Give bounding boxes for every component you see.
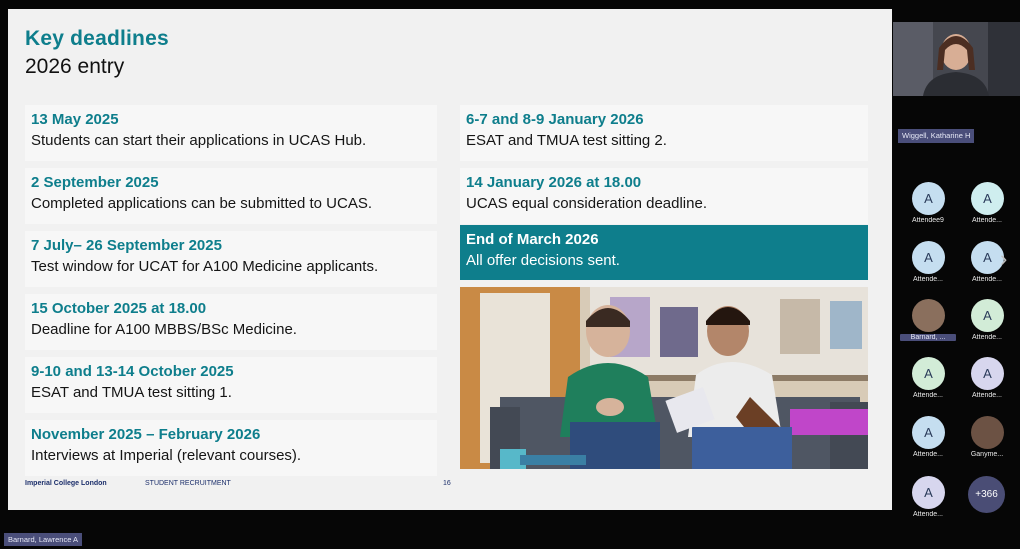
deadline-date: 6-7 and 8-9 January 2026	[466, 111, 644, 128]
footer-section: STUDENT RECRUITMENT	[145, 480, 231, 487]
deadline-card	[25, 420, 437, 476]
attendee-name: Attende...	[913, 276, 943, 283]
attendee-name: Attende...	[972, 217, 1002, 224]
attendee-tile[interactable]	[896, 182, 960, 240]
attendee-avatar	[912, 299, 945, 332]
deadline-text: ESAT and TMUA test sitting 1.	[31, 384, 232, 401]
attendee-name: Ganyme...	[970, 451, 1004, 458]
deadline-date: 9-10 and 13-14 October 2025	[31, 363, 234, 380]
students-photo-illustration	[460, 287, 868, 469]
attendee-tile[interactable]	[955, 299, 1019, 357]
attendee-name: Attende...	[913, 392, 943, 399]
attendee-avatar: A	[912, 241, 945, 274]
deadline-text: UCAS equal consideration deadline.	[466, 195, 707, 212]
deadline-date: 13 May 2025	[31, 111, 119, 128]
attendee-avatar: A	[912, 357, 945, 390]
deadline-card-highlight	[460, 225, 868, 280]
attendee-avatar: A	[971, 241, 1004, 274]
attendee-tile[interactable]	[896, 299, 960, 357]
deadline-card	[460, 168, 868, 224]
attendee-avatar: A	[912, 416, 945, 449]
footer-page-number: 16	[443, 480, 451, 487]
presenter-name-tag: Barnard, Lawrence A	[4, 533, 82, 546]
deadline-text: Completed applications can be submitted to UCAS.	[31, 195, 373, 212]
attendee-tile[interactable]	[896, 416, 960, 474]
deadline-date: November 2025 – February 2026	[31, 426, 261, 443]
deadline-card	[25, 105, 437, 161]
deadline-card	[25, 231, 437, 287]
attendee-name: Attende...	[972, 334, 1002, 341]
deadline-text: Deadline for A100 MBBS/BSc Medicine.	[31, 321, 297, 338]
attendee-name: Attende...	[972, 392, 1002, 399]
deadline-date: 15 October 2025 at 18.00	[31, 300, 207, 317]
more-attendees-button[interactable]: +366	[968, 476, 1005, 513]
attendee-avatar	[971, 416, 1004, 449]
attendee-avatar: A	[971, 299, 1004, 332]
attendee-avatar: A	[912, 476, 945, 509]
attendee-name: Attende...	[972, 276, 1002, 283]
deadline-date: 7 July– 26 September 2025	[31, 237, 222, 254]
speaker-name-tag: Wiggell, Katharine H	[898, 129, 974, 143]
attendee-name: Attendee9	[912, 217, 944, 224]
attendee-tile[interactable]	[955, 182, 1019, 240]
attendee-avatar: A	[971, 182, 1004, 215]
speaker-video-feed	[893, 22, 1020, 96]
shared-slide	[8, 9, 892, 510]
deadline-date: End of March 2026	[466, 231, 599, 248]
deadline-card	[460, 105, 868, 161]
speaker-video[interactable]	[893, 22, 1020, 96]
attendee-avatar: A	[912, 182, 945, 215]
chevron-right-icon[interactable]: ›	[1000, 246, 1008, 271]
deadline-text: Interviews at Imperial (relevant courses).	[31, 447, 302, 464]
attendee-tile[interactable]	[955, 357, 1019, 415]
deadline-text: All offer decisions sent.	[466, 252, 620, 269]
deadline-date: 14 January 2026 at 18.00	[466, 174, 642, 191]
deadline-card	[25, 357, 437, 413]
attendee-tile[interactable]	[896, 241, 960, 299]
slide-title: Key deadlines	[25, 27, 169, 50]
attendee-tile[interactable]	[896, 357, 960, 415]
students-photo	[460, 287, 868, 469]
attendee-tile[interactable]	[896, 476, 960, 534]
attendee-name: Attende...	[913, 451, 943, 458]
attendee-tile[interactable]	[955, 241, 1019, 299]
deadline-card	[25, 168, 437, 224]
slide-subtitle: 2026 entry	[25, 55, 125, 78]
attendee-avatar: A	[971, 357, 1004, 390]
attendee-name: Attende...	[913, 511, 943, 518]
deadline-text: ESAT and TMUA test sitting 2.	[466, 132, 667, 149]
deadline-text: Test window for UCAT for A100 Medicine applicants.	[31, 258, 379, 275]
attendee-name: Barnard, ...	[900, 334, 956, 341]
deadline-date: 2 September 2025	[31, 174, 159, 191]
deadline-text: Students can start their applications in UCAS Hub.	[31, 132, 367, 149]
attendee-tile[interactable]	[955, 416, 1019, 474]
deadline-card	[25, 294, 437, 350]
footer-brand: Imperial College London	[25, 480, 107, 487]
